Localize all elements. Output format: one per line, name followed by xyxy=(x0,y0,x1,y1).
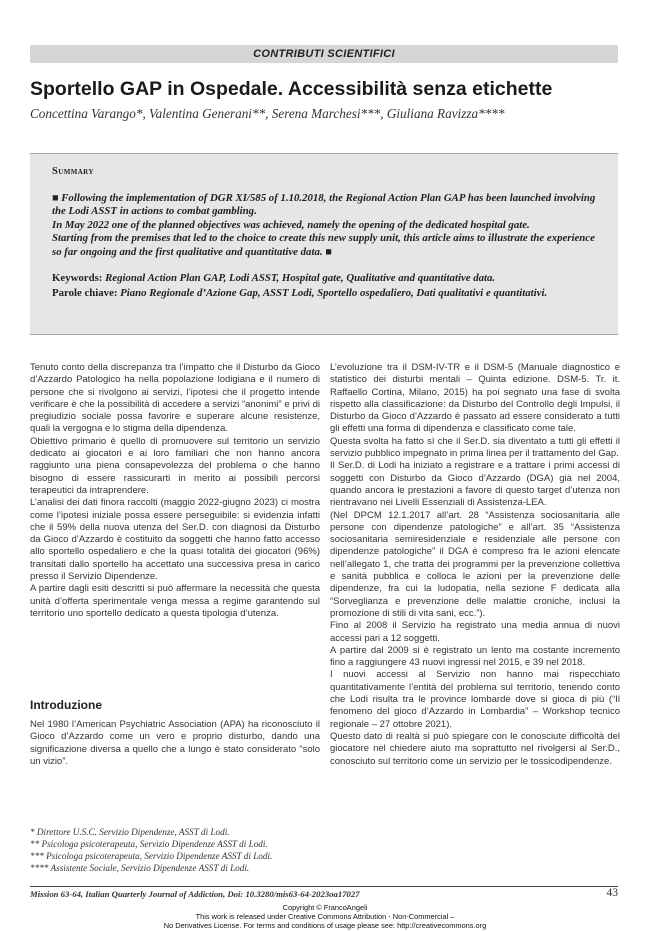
paragraph: Il Ser.D. di Lodi ha iniziato a registrare e a trattare i primi accessi di soggetti con Disturbo da Gioco d’Azzardo (DGA) già nel 2004, quando ancora le prestazioni a favore di questo target d’utenza non rientravano nei Livelli Essenziali di Assistenza-LEA. xyxy=(330,460,620,509)
bullet-square-icon: ■ xyxy=(52,192,59,204)
paragraph: I nuovi accessi al Servizio non hanno mai rispecchiato quantitativamente l’entità del problema sul territorio, tenendo conto che Lodi risulta tra le province lombarde dove si gioca di più (“Il fenomeno del gioco d’Azzardo in Lombardia” – Workshop tecnico regionale – 27 ottobre 2021). xyxy=(330,669,620,730)
paragraph: L’analisi dei dati finora raccolti (maggio 2022-giugno 2023) ci mostra come l’ipotesi iniziale possa essere perseguibile: si evidenzia infatti che il 59% della nuova utenza del Ser.D. con diagnosi da Disturbo da Gioco d’Azzardo è costituito da soggetti che hanno fatto accesso allo sportello ospedaliero e che la quasi totalità dei giocatori (96%) transitati dallo sportello ha accettato una successiva presa in carico presso il Servizio Dipendenze. xyxy=(30,497,320,583)
keywords-label: Keywords: xyxy=(52,272,103,284)
summary-text xyxy=(52,192,599,259)
copyright-line: Copyright © FrancoAngeli xyxy=(282,903,368,912)
paragraph: Tenuto conto della discrepanza tra l’impatto che il Disturbo da Gioco d’Azzardo Patologico ha nella popolazione lodigiana e il numero di persone che si rivolgono ai servizi, l’ipotesi che il progetto intende verificare è che la possibilità di accedere a servizi “anonimi” e privi di pregiudizio sociale possa favorire e superare alcune resistenze, quali la vergogna e lo stigma della dipendenza. xyxy=(30,362,320,435)
paragraph: Questa svolta ha fatto sì che il Ser.D. sia diventato a tutti gli effetti il servizio pubblico impegnato in prima linea per il trattamento del Gap. xyxy=(330,435,620,460)
right-column xyxy=(330,362,620,768)
summary-box xyxy=(30,153,618,335)
summary-line: Starting from the premises that led to the choice to create this new supply unit, this article aims to illustrate the experience so far ongoing and the first qualitative and quantitative data. xyxy=(52,232,595,258)
summary-line: Following the implementation of DGR XI/585 of 1.10.2018, the Regional Action Plan GAP has been launched involving the Lodi ASST in actions to combat gambling. xyxy=(52,192,596,218)
footer-divider xyxy=(30,886,618,887)
keywords-value: Regional Action Plan GAP, Lodi ASST, Hospital gate, Qualitative and quantitative data. xyxy=(105,272,496,284)
summary-line: In May 2022 one of the planned objectives was achieved, namely the opening of the dedicated hospital gate. xyxy=(52,218,530,231)
section-heading-introduzione: Introduzione xyxy=(30,698,102,712)
paragraph: Fino al 2008 il Servizio ha registrato una media annua di nuovi accessi pari a 12 soggetti. xyxy=(330,620,620,644)
paragraph: Questo dato di realtà si può spiegare con le conosciute difficoltà del giocatore nel chiedere aiuto ma soprattutto nel rivolgersi al Ser.D., conosciuto sul territorio come un servizio per le tossicodipendenze. xyxy=(330,730,620,767)
journal-citation: Mission 63-64, Italian Quarterly Journal of Addiction, Doi: 10.3280/mis63-64-2023oa17027 xyxy=(30,889,360,899)
footnote: * Direttore U.S.C. Servizio Dipendenze, ASST di Lodi. xyxy=(30,827,230,837)
copyright-line: No Derivatives License. For terms and conditions of usage please see: http://creativecommons.org xyxy=(163,921,487,931)
paragraph: (Nel DPCM 12.1.2017 all’art. 28 “Assistenza sociosanitaria alle persone con dipendenze patologiche” e all’art. 35 “Assistenza sociosanitaria semiresidenziale e residenziale alle persone con dipendenze patologiche” il DGA è compreso fra le azioni elencate nell’allegato 1, che tratta dei programmi per la prevenzione collettiva e sanità pubblica e colloca le azioni per la prevenzione delle dipendenze, fra cui la ludopatia, nella sezione F dedicata alla “Sorveglianza e prevenzione delle malattie croniche, inclusi la promozione di stili di vita sani, ecc.”). xyxy=(330,509,620,619)
footnote: ** Psicologa psicoterapeuta, Servizio Dipendenze ASST di Lodi. xyxy=(30,839,268,850)
parole-chiave xyxy=(52,287,599,300)
parole-chiave-value: Piano Regionale d’Azione Gap, ASST Lodi, Sportello ospedaliero, Dati qualitativi e quantitativi. xyxy=(120,287,548,299)
bullet-square-icon: ■ xyxy=(325,245,332,258)
page-number: 43 xyxy=(606,887,618,899)
article-title: Sportello GAP in Ospedale. Accessibilità senza etichette xyxy=(30,78,553,100)
summary-heading: Summary xyxy=(52,166,94,177)
paragraph: A partire dal 2009 si è registrato un lento ma costante incremento fino a raggiungere 43 nuovi ingressi nel 2015, e 39 nel 2018. xyxy=(330,644,620,669)
footnote: **** Assistente Sociale, Servizio Dipendenze ASST di Lodi. xyxy=(30,863,250,874)
paragraph: L’evoluzione tra il DSM-IV-TR e il DSM-5 (Manuale diagnostico e statistico dei disturbi mentali – Quinta edizione. DSM-5. Tr. it. Raffaello Cortina, Milano, 2015) ha poi segnato una fase di svolta rispetto alla classificazione: da Disturbo del Controllo degli Impulsi, il Disturbo da Gioco d’Azzardo è passato ad essere considerato a tutti gli effetti una forma di dipendenza e classificato come tale. xyxy=(330,362,620,435)
paragraph: Nel 1980 l’American Psychiatric Association (APA) ha riconosciuto il Gioco d’Azzardo come un vero e proprio disturbo, dando una significazione diversa a quello che a lungo è stato considerato “solo un vizio”. xyxy=(30,719,320,767)
article-authors: Concettina Varango*, Valentina Generani**, Serena Marchesi***, Giuliana Ravizza**** xyxy=(30,106,505,121)
copyright-notice xyxy=(0,903,650,931)
footnote: *** Psicologa psicoterapeuta, Servizio Dipendenze ASST di Lodi. xyxy=(30,851,273,862)
footnotes xyxy=(30,826,320,874)
paragraph: Obiettivo primario è quello di promuovere sul territorio un servizio dedicato ai giocatori e ai loro familiari che non hanno ancora raggiunto una piena consapevolezza del problema o che hanno bisogno di essere rassicurarti in merito ai possibili percorsi terapeutici da intraprendere. xyxy=(30,435,320,496)
left-column xyxy=(30,362,320,620)
paragraph: A partire dagli esiti descritti si può affermare la necessità che questa unità d’offerta sperimentale venga messa a regime garantendo sul territorio uno sportello dedicato a questa tipologia d’utenza. xyxy=(30,583,320,619)
parole-chiave-label: Parole chiave: xyxy=(52,287,118,299)
copyright-line: This work is released under Creative Commons Attribution - Non-Commercial – xyxy=(195,912,455,922)
section-label: CONTRIBUTI SCIENTIFICI xyxy=(30,45,618,63)
keywords xyxy=(52,272,599,285)
